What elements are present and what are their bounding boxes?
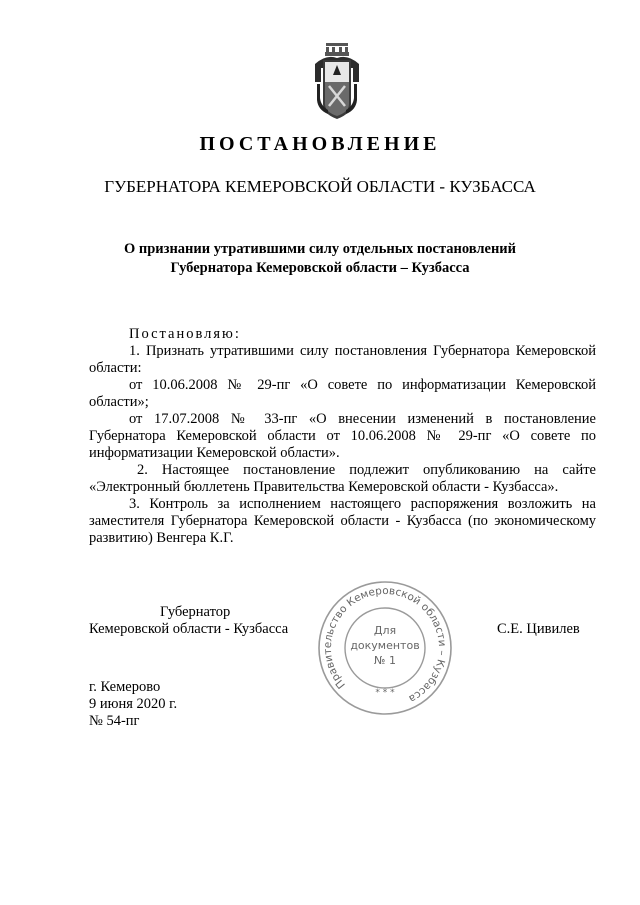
body-paragraph-1b: от 17.07.2008 № 33-пг «О внесении изменений в постановление Губернатора Кемеровской области от 10.06.2008 № 29-пг «О совете по информатизации Кемеровской области». bbox=[89, 411, 596, 461]
official-stamp bbox=[316, 579, 454, 717]
issuer-heading: ГУБЕРНАТОРА КЕМЕРОВСКОЙ ОБЛАСТИ - КУЗБАССА bbox=[104, 177, 536, 196]
issue-details bbox=[89, 679, 177, 730]
document-subject bbox=[0, 240, 640, 278]
body-paragraph-1a: от 10.06.2008 № 29-пг «О совете по информатизации Кемеровской области»; bbox=[89, 377, 596, 410]
subject-line-1: О признании утратившими силу отдельных постановлений bbox=[123, 241, 517, 257]
issue-city: г. Кемерово bbox=[89, 679, 161, 695]
stamp-line-3: № 1 bbox=[374, 654, 396, 667]
signatory-title: Губернатор bbox=[160, 604, 231, 620]
stamp-stars: * * * bbox=[375, 688, 395, 698]
signatory-region: Кемеровской области - Кузбасса bbox=[89, 621, 289, 637]
body-lead: Постановляю: bbox=[129, 326, 241, 342]
issue-date: 9 июня 2020 г. bbox=[89, 696, 178, 712]
subject-line-2: Губернатора Кемеровской области – Кузбасса bbox=[170, 260, 470, 276]
kemerovo-coat-of-arms-icon bbox=[314, 42, 360, 120]
stamp-ring-text: Правительство Кемеровской области – Кузбасса bbox=[321, 584, 449, 705]
stamp-line-2: документов bbox=[350, 639, 420, 652]
body-paragraph-2: 2. Настоящее постановление подлежит опубликованию на сайте «Электронный бюллетень Правительства Кемеровской области - Кузбасса». bbox=[89, 462, 596, 495]
document-body bbox=[89, 326, 596, 547]
document-number: № 54-пг bbox=[89, 713, 140, 729]
body-paragraph-3: 3. Контроль за исполнением настоящего распоряжения возложить на заместителя Губернатора Кемеровской области - Кузбасса (по экономическому развитию) Венгера К.Г. bbox=[89, 496, 596, 546]
document-type-heading: ПОСТАНОВЛЕНИЕ bbox=[199, 133, 441, 155]
signatory-name: С.Е. Цивилев bbox=[497, 621, 580, 637]
stamp-line-1: Для bbox=[373, 624, 397, 637]
body-paragraph-1: 1. Признать утратившими силу постановления Губернатора Кемеровской области: bbox=[89, 343, 596, 376]
